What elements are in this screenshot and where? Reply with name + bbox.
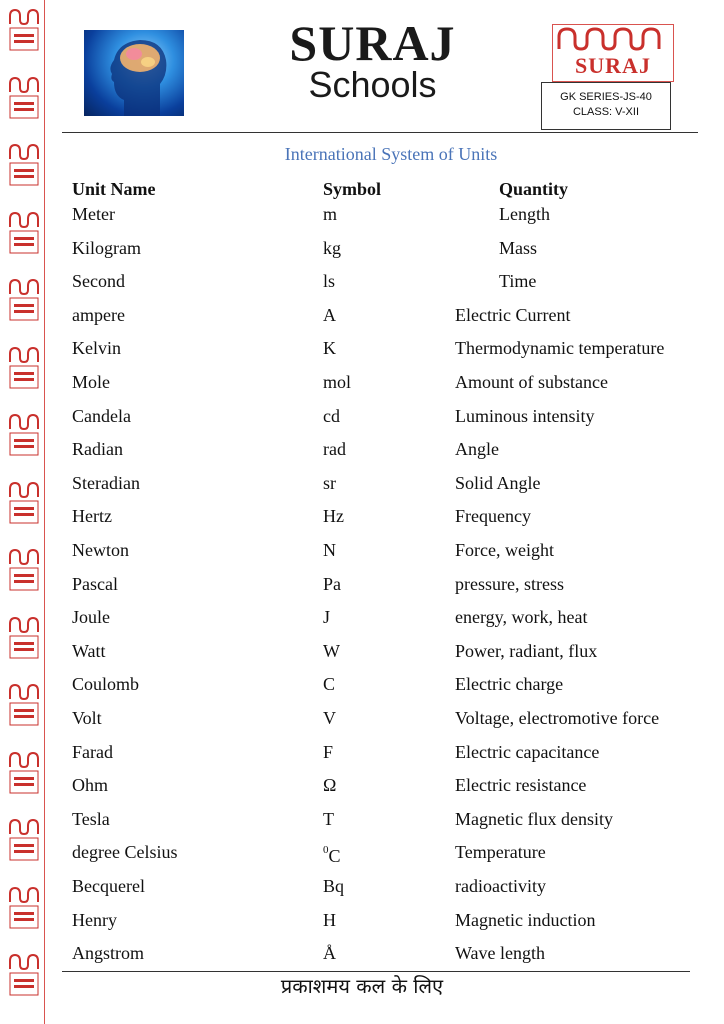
unit-quantity-cell: energy, work, heat <box>455 607 588 628</box>
unit-quantity-cell: Wave length <box>455 943 546 964</box>
unit-symbol-cell: J <box>323 607 331 628</box>
header-quantity: Quantity <box>499 179 569 199</box>
table-row <box>0 774 724 798</box>
unit-quantity-cell: Time <box>499 271 537 292</box>
unit-quantity-cell: Magnetic flux density <box>455 808 613 829</box>
table-row <box>0 573 724 597</box>
table-row <box>0 438 724 462</box>
unit-quantity-cell: Amount of substance <box>455 372 608 392</box>
footer-slogan: प्रकाशमय कल के लिए <box>280 974 444 998</box>
unit-name-cell: Pascal <box>72 573 118 594</box>
strip-logo-icon <box>8 6 40 52</box>
table-row <box>0 707 724 731</box>
unit-symbol-cell: Hz <box>323 506 344 527</box>
unit-symbol-cell: Bq <box>323 876 345 896</box>
unit-quantity-cell: radioactivity <box>455 876 546 896</box>
series-info-box <box>541 82 671 130</box>
unit-symbol-cell: H <box>323 909 336 930</box>
unit-name-cell: Newton <box>72 540 129 560</box>
unit-symbol-cell: sr <box>323 472 336 493</box>
unit-quantity-cell: pressure, stress <box>455 573 564 594</box>
unit-name-cell: Becquerel <box>72 876 145 896</box>
unit-name-cell: Candela <box>72 405 131 426</box>
table-row <box>0 203 724 227</box>
series-code: GK SERIES-JS-40 <box>560 91 652 103</box>
table-row <box>0 875 724 899</box>
unit-symbol-cell: W <box>323 640 340 661</box>
table-row <box>0 539 724 563</box>
unit-quantity-cell: Force, weight <box>455 540 554 560</box>
table-row <box>0 841 724 865</box>
unit-quantity-cell: Angle <box>455 439 499 460</box>
unit-name-cell: Ohm <box>72 775 108 796</box>
header-divider <box>62 132 698 133</box>
table-row <box>0 741 724 765</box>
unit-quantity-cell: Magnetic induction <box>455 909 596 930</box>
table-header <box>0 178 724 200</box>
unit-symbol-cell: V <box>323 708 336 728</box>
unit-name-cell: Hertz <box>72 506 112 527</box>
document-title: International System of Units <box>284 144 498 164</box>
unit-symbol-cell: ls <box>323 271 336 292</box>
unit-quantity-cell: Mass <box>499 237 538 258</box>
unit-name-cell: Kelvin <box>72 338 121 359</box>
header-symbol: Symbol <box>323 179 382 199</box>
table-row <box>0 673 724 697</box>
unit-name-cell: Coulomb <box>72 674 140 695</box>
unit-quantity-cell: Power, radiant, flux <box>455 640 598 661</box>
unit-name-cell: ampere <box>72 304 125 325</box>
head-silhouette-icon <box>84 30 184 116</box>
unit-symbol-cell: kg <box>323 237 341 258</box>
unit-symbol-cell: A <box>323 304 336 325</box>
unit-name-cell: Second <box>72 271 125 292</box>
unit-symbol-cell: $^0$C <box>323 844 341 867</box>
unit-symbol-cell: cd <box>323 405 340 426</box>
unit-name-cell: Volt <box>72 708 102 728</box>
unit-name-cell: Joule <box>72 607 110 628</box>
table-row <box>0 237 724 261</box>
unit-quantity-cell: Length <box>499 204 550 224</box>
wave-logo-icon <box>553 25 673 55</box>
unit-quantity-cell: Frequency <box>455 506 531 527</box>
strip-logo-icon <box>8 74 40 120</box>
table-row <box>0 405 724 429</box>
unit-symbol-cell: Pa <box>323 573 341 594</box>
unit-name-cell: Meter <box>72 204 115 224</box>
table-row <box>0 304 724 328</box>
unit-symbol-cell: C <box>323 674 336 695</box>
unit-symbol-cell: N <box>323 540 336 560</box>
table-row <box>0 808 724 832</box>
table-row <box>0 606 724 630</box>
unit-name-cell: Tesla <box>72 808 110 829</box>
unit-symbol-cell: T <box>323 808 334 829</box>
table-row <box>0 270 724 294</box>
unit-name-cell: Farad <box>72 741 113 762</box>
logo-wordmark: SURAJ <box>575 53 651 78</box>
unit-name-cell: Henry <box>72 909 117 930</box>
table-row <box>0 337 724 361</box>
suraj-logo <box>552 24 674 82</box>
unit-name-cell: Radian <box>72 439 123 460</box>
brain-illustration <box>84 30 184 116</box>
header-unit-name: Unit Name <box>72 179 156 199</box>
unit-symbol-cell: Ω <box>323 775 337 796</box>
unit-symbol-cell: Å <box>323 943 336 964</box>
table-row <box>0 942 724 966</box>
unit-quantity-cell: Voltage, electromotive force <box>455 708 660 728</box>
unit-quantity-cell: Temperature <box>455 842 546 863</box>
unit-name-cell: Mole <box>72 372 110 392</box>
unit-symbol-cell: m <box>323 204 338 224</box>
unit-quantity-cell: Thermodynamic temperature <box>455 338 665 359</box>
unit-quantity-cell: Luminous intensity <box>455 405 595 426</box>
table-row <box>0 640 724 664</box>
table-row <box>0 505 724 529</box>
unit-quantity-cell: Solid Angle <box>455 472 541 493</box>
unit-name-cell: Watt <box>72 640 106 661</box>
unit-quantity-cell: Electric capacitance <box>455 741 600 762</box>
unit-quantity-cell: Electric Current <box>455 304 571 325</box>
table-row <box>0 472 724 496</box>
unit-symbol-cell: mol <box>323 372 352 392</box>
unit-symbol-cell: K <box>323 338 336 359</box>
class-range: CLASS: V-XII <box>572 106 640 118</box>
unit-quantity-cell: Electric resistance <box>455 775 587 796</box>
unit-symbol-cell: rad <box>323 439 346 460</box>
unit-name-cell: Steradian <box>72 472 140 493</box>
table-row <box>0 371 724 395</box>
brand-subtitle: Schools <box>308 64 437 105</box>
unit-symbol-cell: F <box>323 741 334 762</box>
unit-name-cell: Kilogram <box>72 237 141 258</box>
table-row <box>0 909 724 933</box>
unit-name-cell: Angstrom <box>72 943 144 964</box>
unit-quantity-cell: Electric charge <box>455 674 564 695</box>
unit-name-cell: degree Celsius <box>72 842 178 863</box>
brand-title: SURAJ <box>289 15 456 71</box>
